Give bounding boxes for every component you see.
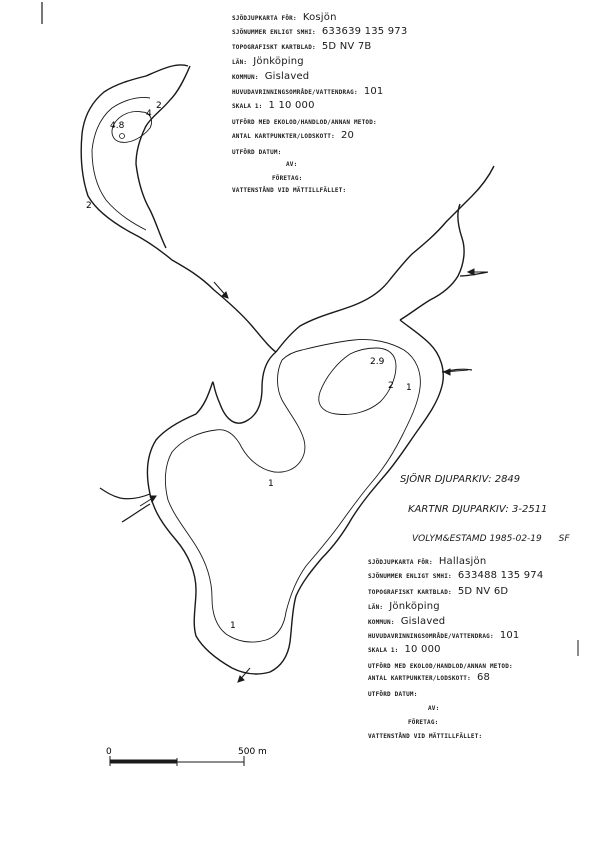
upper-form-row-5: KOMMUN: Gislaved: [232, 71, 310, 82]
north-inlet-east: [400, 204, 464, 320]
depth-label-lower-1b: 1: [268, 479, 274, 489]
upper-form-row-13: VATTENSTÅND VID MÄTTILLFÄLLET:: [232, 187, 347, 194]
scale-bar: [110, 756, 244, 766]
lower-form-row-13: VATTENSTÅND VID MÄTTILLFÄLLET:: [368, 733, 483, 740]
upper-form-row-4: LÄN: Jönköping: [232, 56, 304, 67]
west-stream-2: [122, 504, 150, 522]
scale-end-label: 500 m: [238, 747, 267, 757]
lower-form-row-9: ANTAL KARTPUNKTER/LODSKOTT: 68: [368, 672, 491, 683]
depth-label-lower-2: 2: [388, 381, 394, 391]
lower-form-row-4: LÄN: Jönköping: [368, 601, 440, 612]
lower-form-row-2: SJÖNUMMER ENLIGT SMHI: 633488 135 974: [368, 570, 544, 581]
upper-lake-form: [232, 13, 532, 203]
lower-contour-2: [319, 348, 396, 415]
volume-stamp: VOLYM&ESTAMD 1985-02-19 SF: [412, 534, 570, 544]
depth-label-upper-2a: 2: [156, 101, 162, 111]
upper-form-row-8: UTFÖRD MED EKOLOD/HANDLOD/ANNAN METOD:: [232, 119, 377, 126]
upper-lake-east-shore: [136, 66, 190, 248]
upper-form-row-7: SKALA 1: 1 10 000: [232, 100, 315, 111]
lower-form-row-8: UTFÖRD MED EKOLOD/HANDLOD/ANNAN METOD:: [368, 663, 513, 670]
lower-lake-form: [368, 557, 596, 757]
west-stream: [100, 488, 150, 499]
kartnr-archive: KARTNR DJUPARKIV: 3-2511: [408, 504, 548, 515]
depth-label-lower-1a: 1: [406, 383, 412, 393]
upper-form-row-11: AV:: [286, 161, 298, 168]
lower-form-row-1: SJÖDJUPKARTA FÖR: Hallasjön: [368, 556, 487, 567]
depth-label-lower-max: 2.9: [370, 357, 385, 367]
depth-label-lower-1c: 1: [230, 621, 236, 631]
channel: [276, 282, 388, 352]
lower-form-row-3: TOPOGRAFISKT KARTBLAD: 5D NV 6D: [368, 586, 509, 597]
lower-form-row-6: HUVUDAVRINNINGSOMRÅDE/VATTENDRAG: 101: [368, 630, 520, 641]
upper-form-row-10: UTFÖRD DATUM:: [232, 149, 282, 156]
upper-deep-spot: [120, 134, 125, 139]
depth-label-upper-2b: 2: [86, 201, 92, 211]
lower-form-row-11: AV:: [428, 705, 440, 712]
sjonr-archive: SJÖNR DJUPARKIV: 2849: [400, 474, 521, 485]
upper-form-row-9: ANTAL KARTPUNKTER/LODSKOTT: 20: [232, 130, 355, 141]
lower-form-row-10: UTFÖRD DATUM:: [368, 691, 418, 698]
lower-form-row-7: SKALA 1: 10 000: [368, 644, 441, 655]
upper-form-row-12: FÖRETAG:: [272, 175, 303, 182]
lower-form-row-5: KOMMUN: Gislaved: [368, 616, 446, 627]
depth-label-upper-max: 4.8: [110, 121, 125, 131]
upper-form-row-1: SJÖDJUPKARTA FÖR: Kosjön: [232, 12, 337, 23]
depth-label-upper-4: 4: [146, 109, 152, 119]
lower-form-row-12: FÖRETAG:: [408, 719, 439, 726]
upper-form-row-6: HUVUDAVRINNINGSOMRÅDE/VATTENDRAG: 101: [232, 86, 384, 97]
upper-contour-2: [92, 97, 150, 230]
scale-start-label: 0: [106, 747, 112, 757]
upper-form-row-3: TOPOGRAFISKT KARTBLAD: 5D NV 7B: [232, 41, 372, 52]
upper-form-row-2: SJÖNUMMER ENLIGT SMHI: 633639 135 973: [232, 26, 408, 37]
